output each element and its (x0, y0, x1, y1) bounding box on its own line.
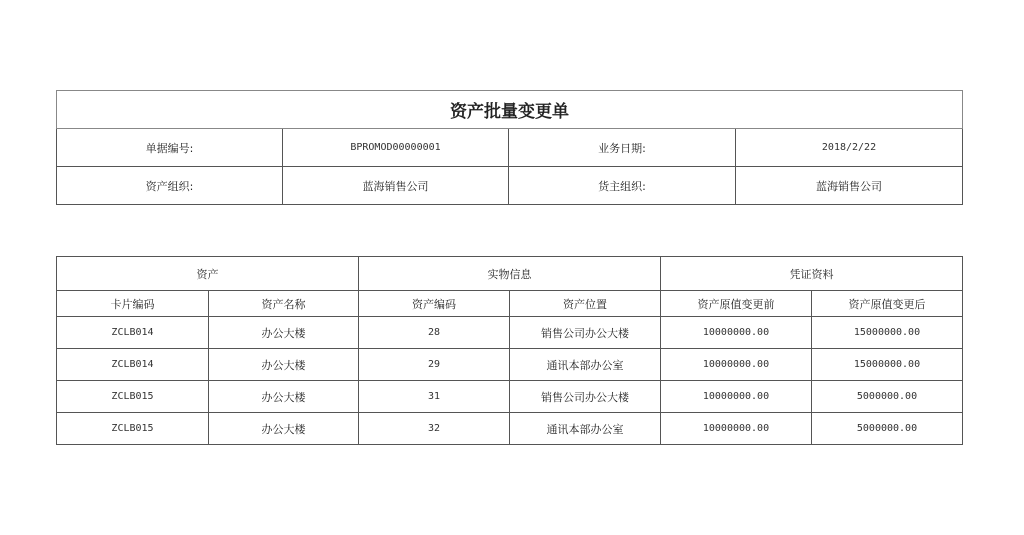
field-value-bill-number: BPROMOD00000001 (283, 129, 509, 167)
cell-card-code: ZCLB015 (57, 381, 209, 413)
cell-value-before: 10000000.00 (661, 317, 812, 349)
cell-value-before: 10000000.00 (661, 381, 812, 413)
asset-detail-table (56, 256, 963, 445)
cell-asset-name: 办公大楼 (209, 381, 359, 413)
cell-asset-name: 办公大楼 (209, 349, 359, 381)
document-header-table (56, 90, 963, 205)
group-header-asset: 资产 (57, 257, 359, 291)
field-value-business-date: 2018/2/22 (736, 129, 963, 167)
table-row (57, 381, 963, 413)
header-row (57, 129, 963, 167)
header-row (57, 167, 963, 205)
cell-asset-name: 办公大楼 (209, 413, 359, 445)
column-header-asset-location: 资产位置 (510, 291, 661, 317)
field-label-business-date: 业务日期: (509, 129, 736, 167)
cell-value-after: 5000000.00 (812, 413, 963, 445)
cell-asset-code: 32 (359, 413, 510, 445)
cell-asset-code: 29 (359, 349, 510, 381)
field-label-asset-org: 资产组织: (57, 167, 283, 205)
group-header-voucher: 凭证资料 (661, 257, 963, 291)
cell-asset-code: 28 (359, 317, 510, 349)
cell-asset-location: 销售公司办公大楼 (510, 381, 661, 413)
cell-card-code: ZCLB014 (57, 317, 209, 349)
cell-value-before: 10000000.00 (661, 349, 812, 381)
column-header-value-after: 资产原值变更后 (812, 291, 963, 317)
cell-value-after: 15000000.00 (812, 349, 963, 381)
column-header-asset-name: 资产名称 (209, 291, 359, 317)
column-header-card-code: 卡片编码 (57, 291, 209, 317)
table-row (57, 413, 963, 445)
group-header-row (57, 257, 963, 291)
column-header-value-before: 资产原值变更前 (661, 291, 812, 317)
cell-value-after: 5000000.00 (812, 381, 963, 413)
group-header-physical-info: 实物信息 (359, 257, 661, 291)
column-header-row (57, 291, 963, 317)
cell-value-after: 15000000.00 (812, 317, 963, 349)
field-value-asset-org: 蓝海销售公司 (283, 167, 509, 205)
cell-card-code: ZCLB015 (57, 413, 209, 445)
field-label-owner-org: 货主组织: (509, 167, 736, 205)
cell-value-before: 10000000.00 (661, 413, 812, 445)
cell-asset-location: 通讯本部办公室 (510, 413, 661, 445)
field-value-owner-org: 蓝海销售公司 (736, 167, 963, 205)
cell-card-code: ZCLB014 (57, 349, 209, 381)
table-row (57, 349, 963, 381)
field-label-bill-number: 单据编号: (57, 129, 283, 167)
cell-asset-location: 通讯本部办公室 (510, 349, 661, 381)
document-title: 资产批量变更单 (57, 91, 963, 129)
cell-asset-location: 销售公司办公大楼 (510, 317, 661, 349)
table-row (57, 317, 963, 349)
cell-asset-name: 办公大楼 (209, 317, 359, 349)
cell-asset-code: 31 (359, 381, 510, 413)
column-header-asset-code: 资产编码 (359, 291, 510, 317)
